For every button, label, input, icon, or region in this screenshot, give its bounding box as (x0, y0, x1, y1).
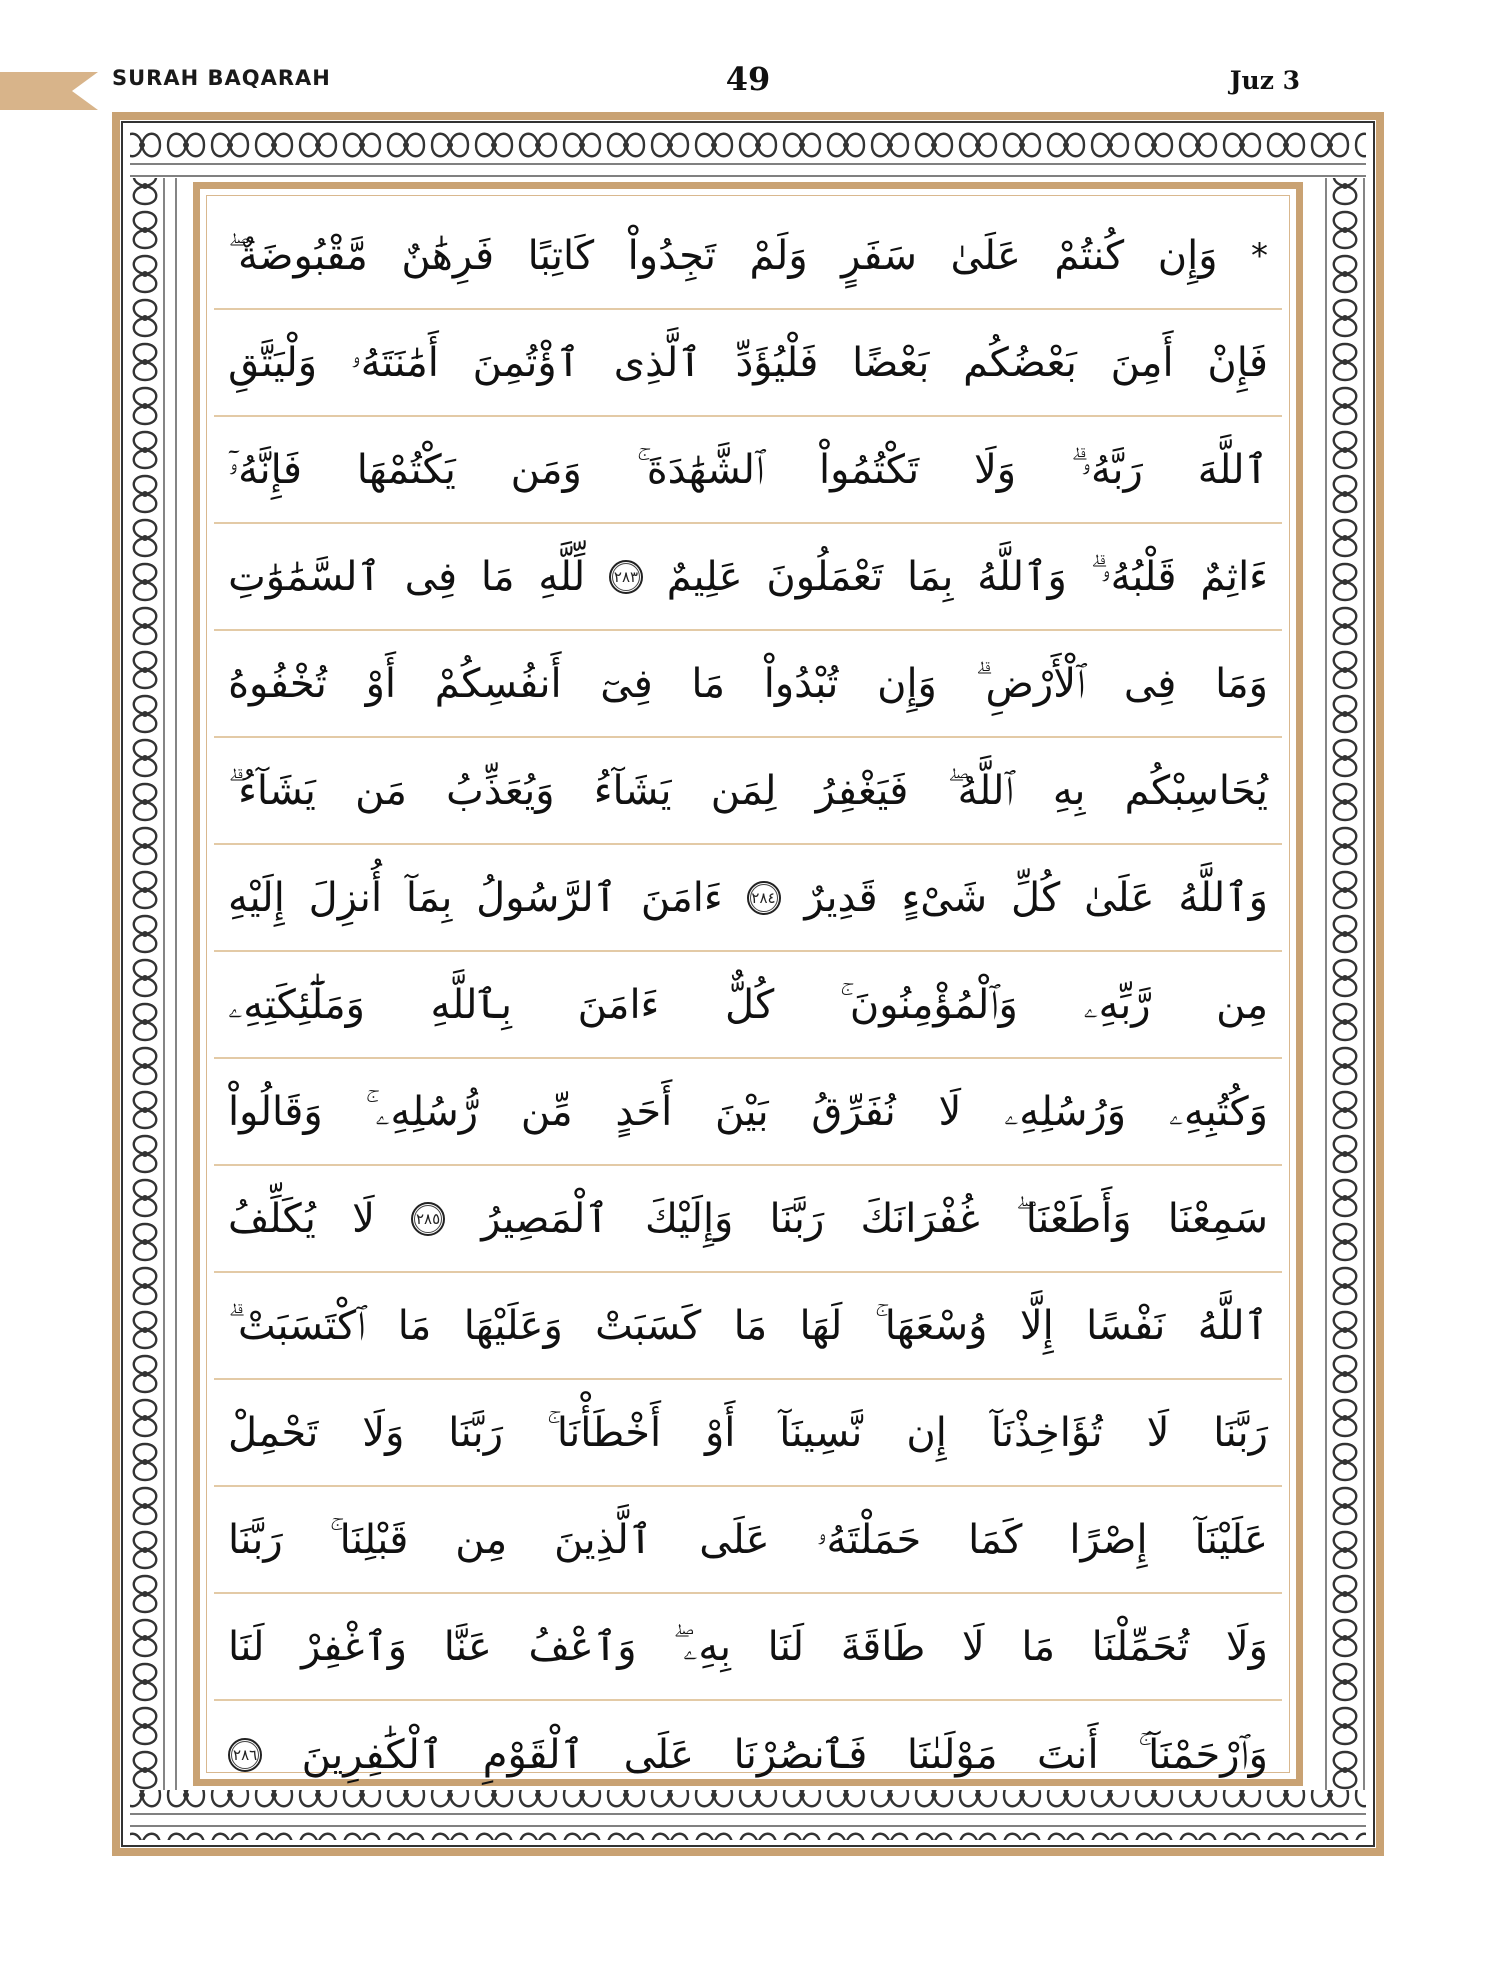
word: لَا (938, 1088, 962, 1135)
text-frame (193, 182, 1303, 1786)
word: مَا (1021, 1623, 1055, 1670)
word: غُفْرَانَكَ (860, 1195, 980, 1242)
word: حَمَلْتَهُۥ (816, 1516, 922, 1563)
word: تُبْدُواْ (763, 660, 839, 707)
word: أَنتَ (1037, 1731, 1099, 1778)
word: ٱللَّهَ (1197, 446, 1268, 493)
word: أَمَٰنَتَهُۥ (350, 339, 439, 386)
word: طَاقَةَ (840, 1623, 926, 1670)
word: فِىٓ (600, 660, 653, 707)
word: سَفَرٍ (841, 232, 917, 279)
word: وَإِن (1157, 232, 1218, 279)
word: ٱلشَّهَٰدَةَ ۚ (636, 446, 765, 493)
word: نَفْسًا (1086, 1302, 1166, 1349)
word: إِلَيْهِ (228, 874, 285, 921)
text-line (214, 1273, 1282, 1380)
word: وَأَطَعْنَا ۖ (1015, 1195, 1132, 1242)
text-line (214, 1166, 1282, 1273)
word: تَكْتُمُواْ (818, 446, 920, 493)
surah-title: SURAH BAQARAH (112, 66, 331, 90)
word: رَبَّنَا (448, 1409, 504, 1456)
word: تَحْمِلْ (228, 1409, 319, 1456)
word: لَا (1146, 1409, 1170, 1456)
word: كَاتِبًا (527, 232, 595, 279)
word: ءَامَنَ (640, 874, 723, 921)
word: رَبَّهُۥ ۗ (1070, 446, 1143, 493)
word: يَكْتُمْهَا (356, 446, 456, 493)
word: كَسَبَتْ (595, 1302, 702, 1349)
word: وَمَلَٰٓئِكَتِهِۦ (228, 981, 365, 1028)
ayah-number: ٢٨٣ (612, 563, 640, 591)
word: وَٱلْمُؤْمِنُونَ ۚ (839, 981, 1018, 1028)
word: وَعَلَيْهَا (463, 1302, 563, 1349)
word: قَدِيرٌ (804, 874, 878, 921)
word: مِّن (520, 1088, 573, 1135)
word: وَٱرْحَمْنَآ ۚ (1138, 1731, 1268, 1778)
text-line (214, 1487, 1282, 1594)
text-line (214, 738, 1282, 845)
text-line (214, 1380, 1282, 1487)
word: رَّبِّهِۦ (1083, 981, 1151, 1028)
word: وَكُتُبِهِۦ (1168, 1088, 1268, 1135)
ayah-number: ٢٨٤ (750, 884, 778, 912)
word: وَإِلَيْكَ (644, 1195, 734, 1242)
word: مَوْلَىٰنَا (906, 1731, 998, 1778)
word: يُكَلِّفُ (228, 1195, 316, 1242)
ayah-number-marker (747, 881, 781, 915)
ayah-number: ٢٨٥ (414, 1205, 442, 1233)
word: إِن (906, 1409, 947, 1456)
word: فَيَغْفِرُ (815, 767, 909, 814)
word: ٱلْكَٰفِرِينَ (301, 1731, 444, 1778)
word: رُّسُلِهِۦ ۚ (365, 1088, 479, 1135)
word: ءَاثِمٌ (1200, 553, 1268, 600)
word: وَلَا (362, 1409, 405, 1456)
word: أَخْطَأْنَا ۚ (546, 1409, 662, 1456)
quran-text-area (214, 203, 1282, 1778)
word: بِٱللَّهِ (430, 981, 512, 1028)
word: تَعْمَلُونَ (766, 553, 884, 600)
word: وَٱغْفِرْ (301, 1623, 408, 1670)
word: عَلَىٰ (1084, 874, 1155, 921)
word: ءَامَنَ (577, 981, 660, 1028)
text-line (214, 1701, 1282, 1808)
word: قَلْبُهُۥ ۗ (1090, 553, 1177, 600)
word: عَلَى (623, 1731, 695, 1778)
word: تَجِدُواْ (627, 232, 717, 279)
word: وَيُعَذِّبُ (446, 767, 555, 814)
word: كُلِّ (1010, 874, 1061, 921)
word: وَرُسُلِهِۦ (1004, 1088, 1127, 1135)
word: بِمَآ (405, 874, 453, 921)
word: إِلَّا (1019, 1302, 1054, 1349)
word: ٱكْتَسَبَتْ ۗ (228, 1302, 366, 1349)
word: وَلَمْ (749, 232, 808, 279)
page-border-frame (112, 112, 1384, 1856)
word: كَمَا (968, 1516, 1023, 1563)
word: وَمَا (1215, 660, 1268, 707)
word: ٱلْأَرْضِ ۗ (975, 660, 1086, 707)
section-star: * (1251, 235, 1268, 276)
text-line (214, 524, 1282, 631)
word: كُلٌّ (724, 981, 775, 1028)
word: ٱلرَّسُولُ (476, 874, 618, 921)
word: أَنفُسِكُمْ (434, 660, 562, 707)
word: يَشَآءُ (593, 767, 672, 814)
text-line (214, 631, 1282, 738)
word: لِمَن (710, 767, 777, 814)
word: وَٱعْفُ (528, 1623, 637, 1670)
page-number: 49 (725, 60, 771, 98)
word: تُؤَاخِذْنَآ (990, 1409, 1103, 1456)
word: نُفَرِّقُ (811, 1088, 896, 1135)
text-line (214, 1059, 1282, 1166)
word: مَّقْبُوضَةٌ ۖ (228, 232, 368, 279)
word: لِّلَّهِ (538, 553, 586, 600)
word: مَا (397, 1302, 432, 1349)
word: ٱلْقَوْمِ (482, 1731, 585, 1778)
word: وَٱللَّهُ (977, 553, 1067, 600)
word: يَشَآءُ ۗ (228, 767, 316, 814)
word: بَعْضًا (852, 339, 930, 386)
word: إِصْرًا (1069, 1516, 1148, 1563)
word: ٱؤْتُمِنَ (472, 339, 581, 386)
word: رَبَّنَا (1213, 1409, 1268, 1456)
word: أَوْ (704, 1409, 736, 1456)
word: أَمِنَ (1110, 339, 1174, 386)
word: عَلَى (699, 1516, 770, 1563)
word: أُنزِلَ (308, 874, 383, 921)
word: ٱلْمَصِيرُ (481, 1195, 609, 1242)
word: وَلَا (973, 446, 1017, 493)
word: فَرِهَٰنٌ (401, 232, 495, 279)
word: وَلَا (1225, 1623, 1268, 1670)
word: فَإِنْ (1207, 339, 1268, 386)
juz-label: Juz 3 (1229, 66, 1300, 95)
word: تُحَمِّلْنَا (1091, 1623, 1190, 1670)
word: قَبْلِنَا ۚ (329, 1516, 409, 1563)
word: بِهِ (1052, 767, 1086, 814)
word: فَإِنَّهُۥٓ (228, 446, 302, 493)
word: وَإِن (877, 660, 937, 707)
word: وَمَن (510, 446, 582, 493)
word: نَّسِينَآ (779, 1409, 863, 1456)
word: لَا (961, 1623, 985, 1670)
ayah-number-marker (228, 1738, 262, 1772)
ayah-number: ٢٨٦ (231, 1741, 259, 1769)
word: ٱللَّهُ ۖ (947, 767, 1014, 814)
word: وَلْيَتَّقِ (228, 339, 318, 386)
word: بِهِۦ ۖ (673, 1623, 731, 1670)
word: مِن (1216, 981, 1268, 1028)
word: كُنتُمْ (1054, 232, 1125, 279)
word: فَٱنصُرْنَا (733, 1731, 868, 1778)
word: وَٱللَّهُ (1178, 874, 1268, 921)
word: لَنَا (767, 1623, 805, 1670)
text-line (214, 952, 1282, 1059)
text-line (214, 1594, 1282, 1701)
word: عَلِيمٌ (666, 553, 743, 600)
word: ٱلَّذِينَ (554, 1516, 653, 1563)
word: بَعْضُكُم (963, 339, 1077, 386)
word: عَلَىٰ (950, 232, 1021, 279)
word: فِى (404, 553, 458, 600)
text-line (214, 203, 1282, 310)
text-line (214, 845, 1282, 952)
word: مَن (355, 767, 407, 814)
word: لَهَا (799, 1302, 843, 1349)
word: وَقَالُواْ (228, 1088, 323, 1135)
word: رَبَّنَا (769, 1195, 825, 1242)
word: مَا (480, 553, 515, 600)
word: مَا (733, 1302, 768, 1349)
word: فَلْيُؤَدِّ (735, 339, 819, 386)
word: بَيْنَ (714, 1088, 769, 1135)
ayah-number-marker (411, 1202, 445, 1236)
ayah-number-marker (609, 560, 643, 594)
word: عَلَيْنَآ (1194, 1516, 1268, 1563)
word: أَوْ (365, 660, 397, 707)
word: ٱلَّذِى (613, 339, 702, 386)
word: سَمِعْنَا (1167, 1195, 1268, 1242)
word: لَا (352, 1195, 375, 1242)
word: مَا (691, 660, 726, 707)
word: رَبَّنَا (228, 1516, 283, 1563)
word: أَحَدٍ (615, 1088, 673, 1135)
text-line (214, 417, 1282, 524)
word: ٱلسَّمَٰوَٰتِ (228, 553, 381, 600)
word: بِمَا (906, 553, 954, 600)
word: يُحَاسِبْكُم (1124, 767, 1268, 814)
word: تُخْفُوهُ (228, 660, 327, 707)
word: فِى (1123, 660, 1177, 707)
word: لَنَا (228, 1623, 265, 1670)
word: عَنَّا (443, 1623, 492, 1670)
word: ٱللَّهُ (1197, 1302, 1268, 1349)
word: مِن (455, 1516, 508, 1563)
word: شَىْءٍ (901, 874, 988, 921)
word: وُسْعَهَا ۚ (874, 1302, 988, 1349)
text-line (214, 310, 1282, 417)
